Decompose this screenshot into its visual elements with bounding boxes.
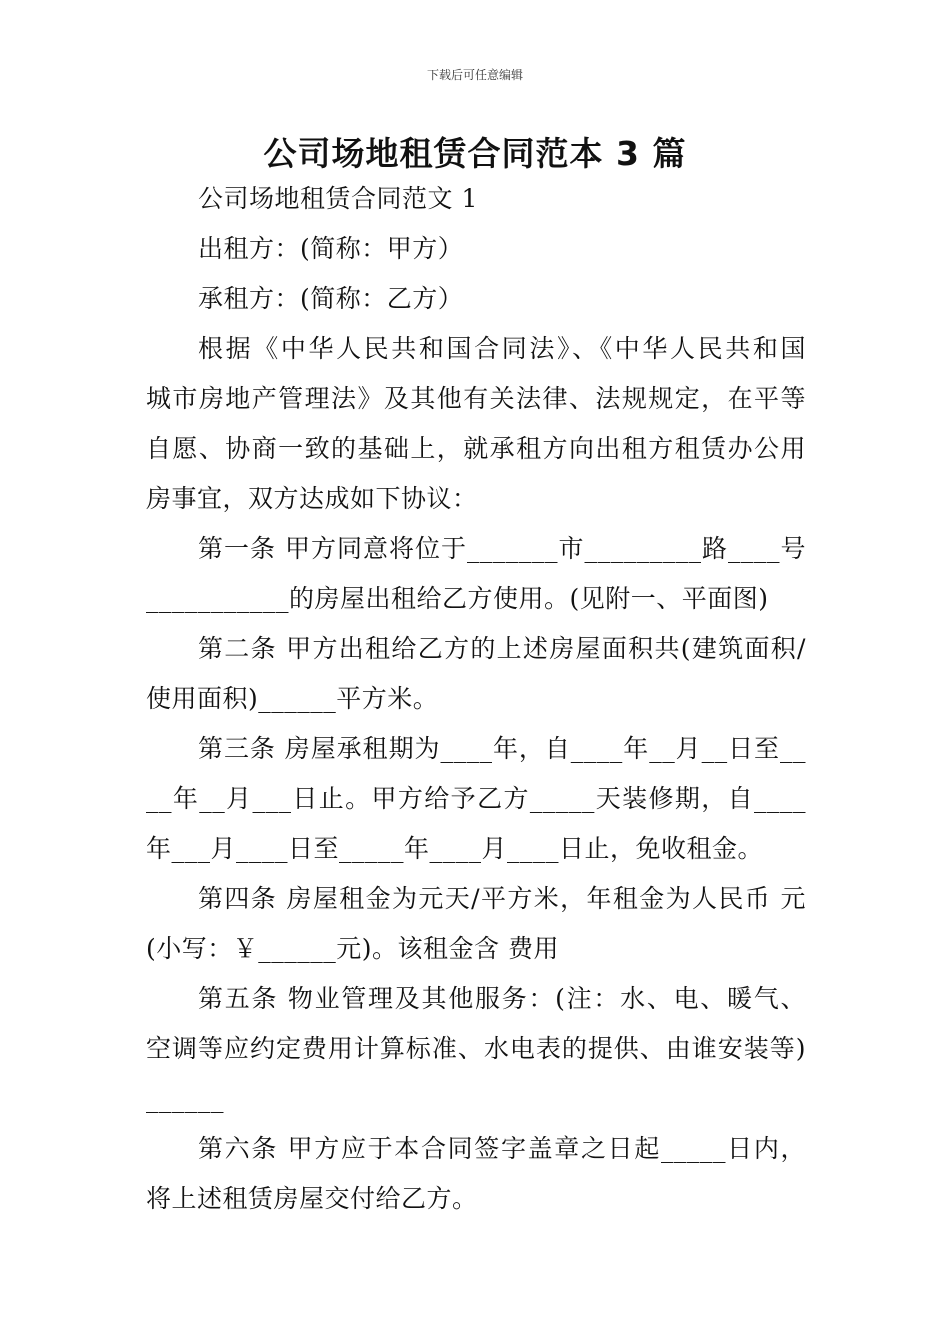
preamble-line: 房事宜，双方达成如下协议： [146,484,478,513]
article-5-blank: ______ [146,1084,224,1113]
preamble-line: 城市房地产管理法》及其他有关法律、法规规定，在平等 [146,384,806,413]
lessee-line: 承租方：(简称：乙方） [198,284,464,313]
article-6-line: 将上述租赁房屋交付给乙方。 [146,1184,478,1213]
preamble-line: 自愿、协商一致的基础上，就承租方向出租方租赁办公用 [146,434,806,463]
article-4-line: (小写：￥______元)。该租金含 费用 [146,934,559,963]
document-title: 公司场地租赁合同范本 3 篇 [263,134,687,173]
article-4-line: 第四条 房屋租金为元天/平方米，年租金为人民币 元 [198,884,806,913]
article-6-line: 第六条 甲方应于本合同签字盖章之日起_____日内， [198,1134,806,1163]
article-2-line: 使用面积)______平方米。 [146,684,439,713]
article-3-line: 年___月____日至_____年____月____日止，免收租金。 [146,834,764,863]
article-1-line: ___________的房屋出租给乙方使用。(见附一、平面图) [146,584,769,613]
article-5-line: 第五条 物业管理及其他服务：(注：水、电、暖气、 [198,984,806,1013]
article-3-line: __年__月___日止。甲方给予乙方_____天装修期，自____ [146,784,806,813]
lessor-line: 出租方：(简称：甲方） [198,234,464,263]
article-3-line: 第三条 房屋承租期为____年，自____年__月__日至__ [198,734,806,763]
article-2-line: 第二条 甲方出租给乙方的上述房屋面积共(建筑面积/ [198,634,806,663]
article-5-line: 空调等应约定费用计算标准、水电表的提供、由谁安装等) [146,1034,806,1063]
section-heading: 公司场地租赁合同范文 1 [198,184,478,213]
page-header: 下载后可任意编辑 [426,68,523,82]
article-1-line: 第一条 甲方同意将位于_______市_________路____号 [198,534,806,563]
preamble-line: 根据《中华人民共和国合同法》、《中华人民共和国 [198,334,806,363]
